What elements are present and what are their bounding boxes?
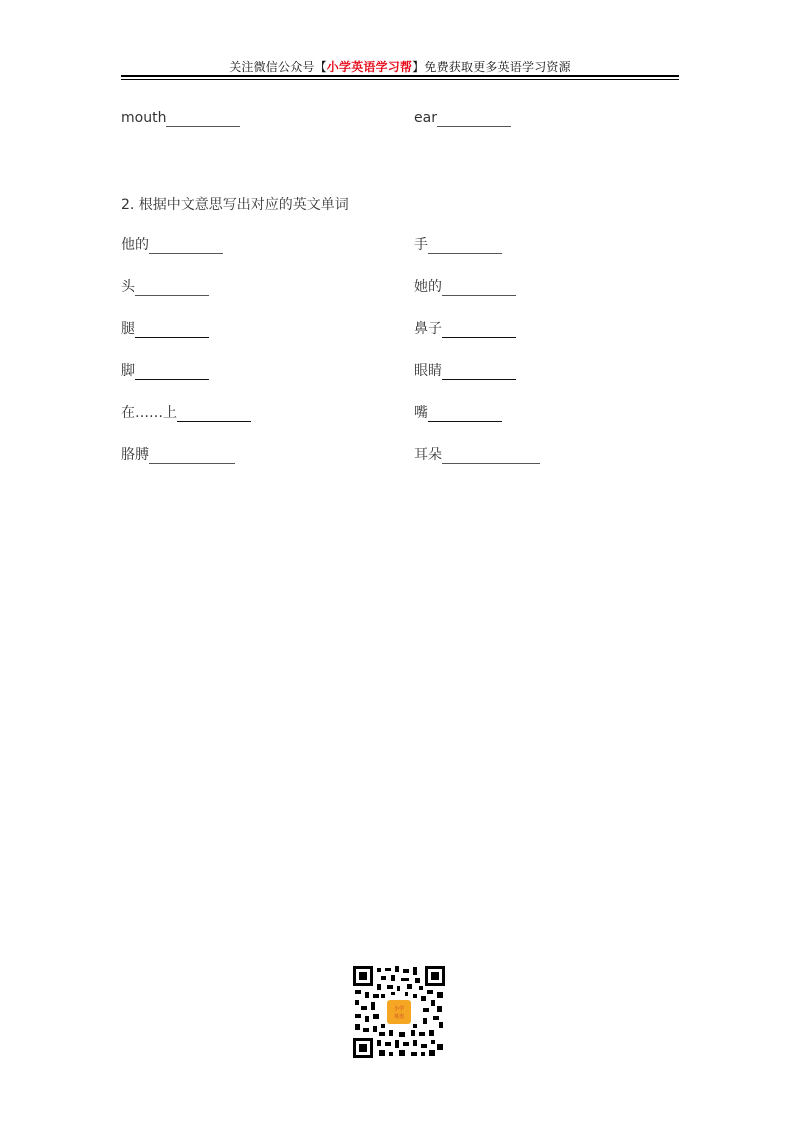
word-label: 在……上 [121, 405, 177, 421]
header-rule-thin [121, 79, 679, 80]
word-item [414, 404, 502, 422]
answer-blank[interactable] [442, 323, 516, 338]
word-item [414, 320, 516, 338]
header-prefix: 关注微信公众号 [229, 60, 315, 74]
word-item [414, 362, 516, 380]
answer-blank[interactable] [442, 365, 516, 380]
answer-blank[interactable] [149, 449, 235, 464]
header-bracket-open: 【 [314, 60, 327, 74]
header-bracket-close: 】 [412, 60, 425, 74]
header-rule-thick [121, 75, 679, 77]
word-item-mouth [121, 109, 240, 127]
answer-blank[interactable] [135, 323, 209, 338]
answer-blank[interactable] [135, 281, 209, 296]
word-item [121, 446, 235, 464]
word-label: 腿 [121, 321, 135, 337]
word-label: 眼睛 [414, 363, 442, 379]
answer-blank[interactable] [442, 449, 540, 464]
section-title: 2. 根据中文意思写出对应的英文单词 [121, 197, 349, 213]
word-item [414, 446, 540, 464]
page-header [121, 58, 679, 75]
answer-blank[interactable] [442, 281, 516, 296]
word-item [414, 278, 516, 296]
answer-blank[interactable] [135, 365, 209, 380]
header-suffix: 免费获取更多英语学习资源 [424, 60, 571, 74]
word-item [414, 236, 502, 254]
qr-logo-text-1: 小学 [393, 1006, 405, 1012]
word-label: 他的 [121, 237, 149, 253]
word-label: 脚 [121, 363, 135, 379]
word-item [121, 236, 223, 254]
word-item [121, 278, 209, 296]
word-label: ear [414, 110, 437, 126]
qr-code [353, 966, 445, 1058]
word-label: 她的 [414, 279, 442, 295]
answer-blank[interactable] [437, 112, 511, 127]
answer-blank[interactable] [149, 239, 223, 254]
word-label: 头 [121, 279, 135, 295]
qr-logo-text-2: 英语 [393, 1014, 405, 1020]
word-label: 鼻子 [414, 321, 442, 337]
word-label: mouth [121, 110, 167, 126]
header-brand: 小学英语学习帮 [326, 60, 413, 74]
word-label: 耳朵 [414, 447, 442, 463]
word-label: 嘴 [414, 405, 428, 421]
word-item [121, 404, 251, 422]
word-label: 胳膊 [121, 447, 149, 463]
word-item [121, 362, 209, 380]
answer-blank[interactable] [428, 239, 502, 254]
word-label: 手 [414, 237, 428, 253]
answer-blank[interactable] [428, 407, 502, 422]
answer-blank[interactable] [166, 112, 240, 127]
qr-logo-badge [387, 1000, 411, 1024]
answer-blank[interactable] [177, 407, 251, 422]
word-item-ear [414, 109, 511, 127]
word-item [121, 320, 209, 338]
